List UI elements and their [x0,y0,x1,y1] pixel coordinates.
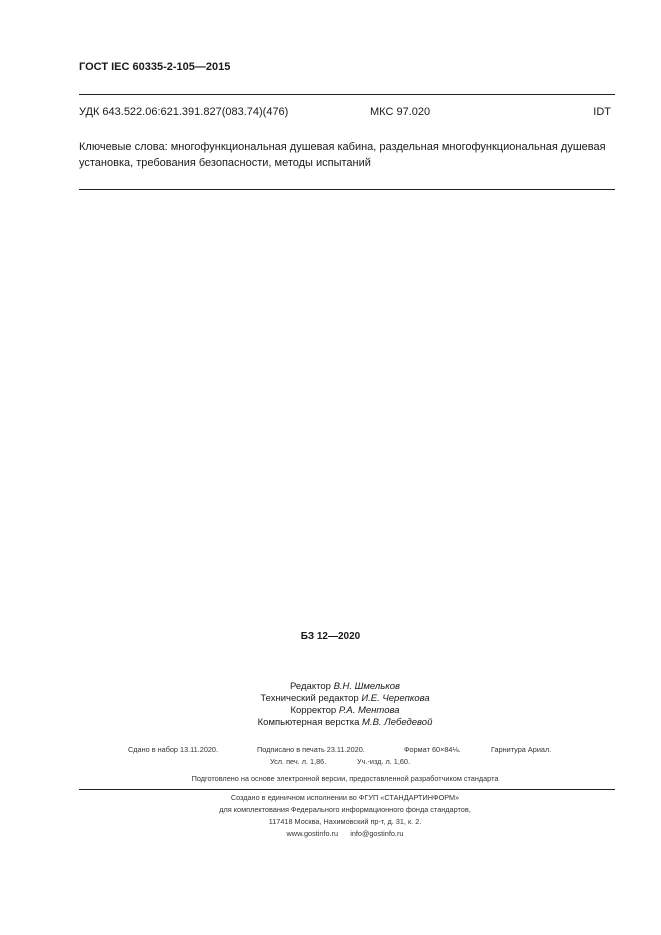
staff-line-editor: Редактор В.Н. Шмельков [290,681,400,692]
bz-number: БЗ 12—2020 [300,631,361,642]
keywords: Ключевые слова: многофункциональная душевая кабина, раздельная многофункциональная душевая установка, требования безопасности, методы испытаний [79,141,606,169]
top-rule [79,94,615,95]
staff-line-corrector: Корректор Р.А. Ментова [290,705,400,716]
publisher-sheets: Уч.-изд. л. 1,60. [357,757,411,766]
staff-line-layout: Компьютерная верстка М.В. Лебедевой [257,717,433,728]
prepared-note: Подготовлено на основе электронной версии, предоставленной разработчиком стандарта [191,774,499,783]
signed-date: Подписано в печать 23.11.2020. [257,745,365,754]
submitted-date: Сдано в набор 13.11.2020. [128,745,219,754]
footer-line: www.gostinfo.ru info@gostinfo.ru [286,829,404,838]
typeface: Гарнитура Ариал. [491,745,552,754]
paper-format: Формат 60×84⅛. [404,745,461,754]
keywords-rule [79,189,615,190]
footer-line: для комплектования Федерального информационного фонда стандартов, [219,805,471,814]
document-code: ГОСТ IEC 60335-2-105—2015 [79,61,231,73]
print-sheets: Усл. печ. л. 1,86. [270,757,327,766]
udk-code: УДК 643.522.06:621.391.827(083.74)(476) [79,106,289,118]
idt-label: IDT [593,106,611,118]
footer-line: Создано в единичном исполнении во ФГУП «СТАНДАРТИНФОРМ» [230,793,460,802]
footer-rule [79,789,615,790]
footer-block [80,792,610,840]
mks-code: МКС 97.020 [370,106,431,118]
footer-line: 117418 Москва, Нахимовский пр-т, д. 31, к. 2. [268,817,422,826]
staff-credits [230,681,460,729]
staff-line-tech-editor: Технический редактор И.Е. Черепкова [260,693,430,704]
